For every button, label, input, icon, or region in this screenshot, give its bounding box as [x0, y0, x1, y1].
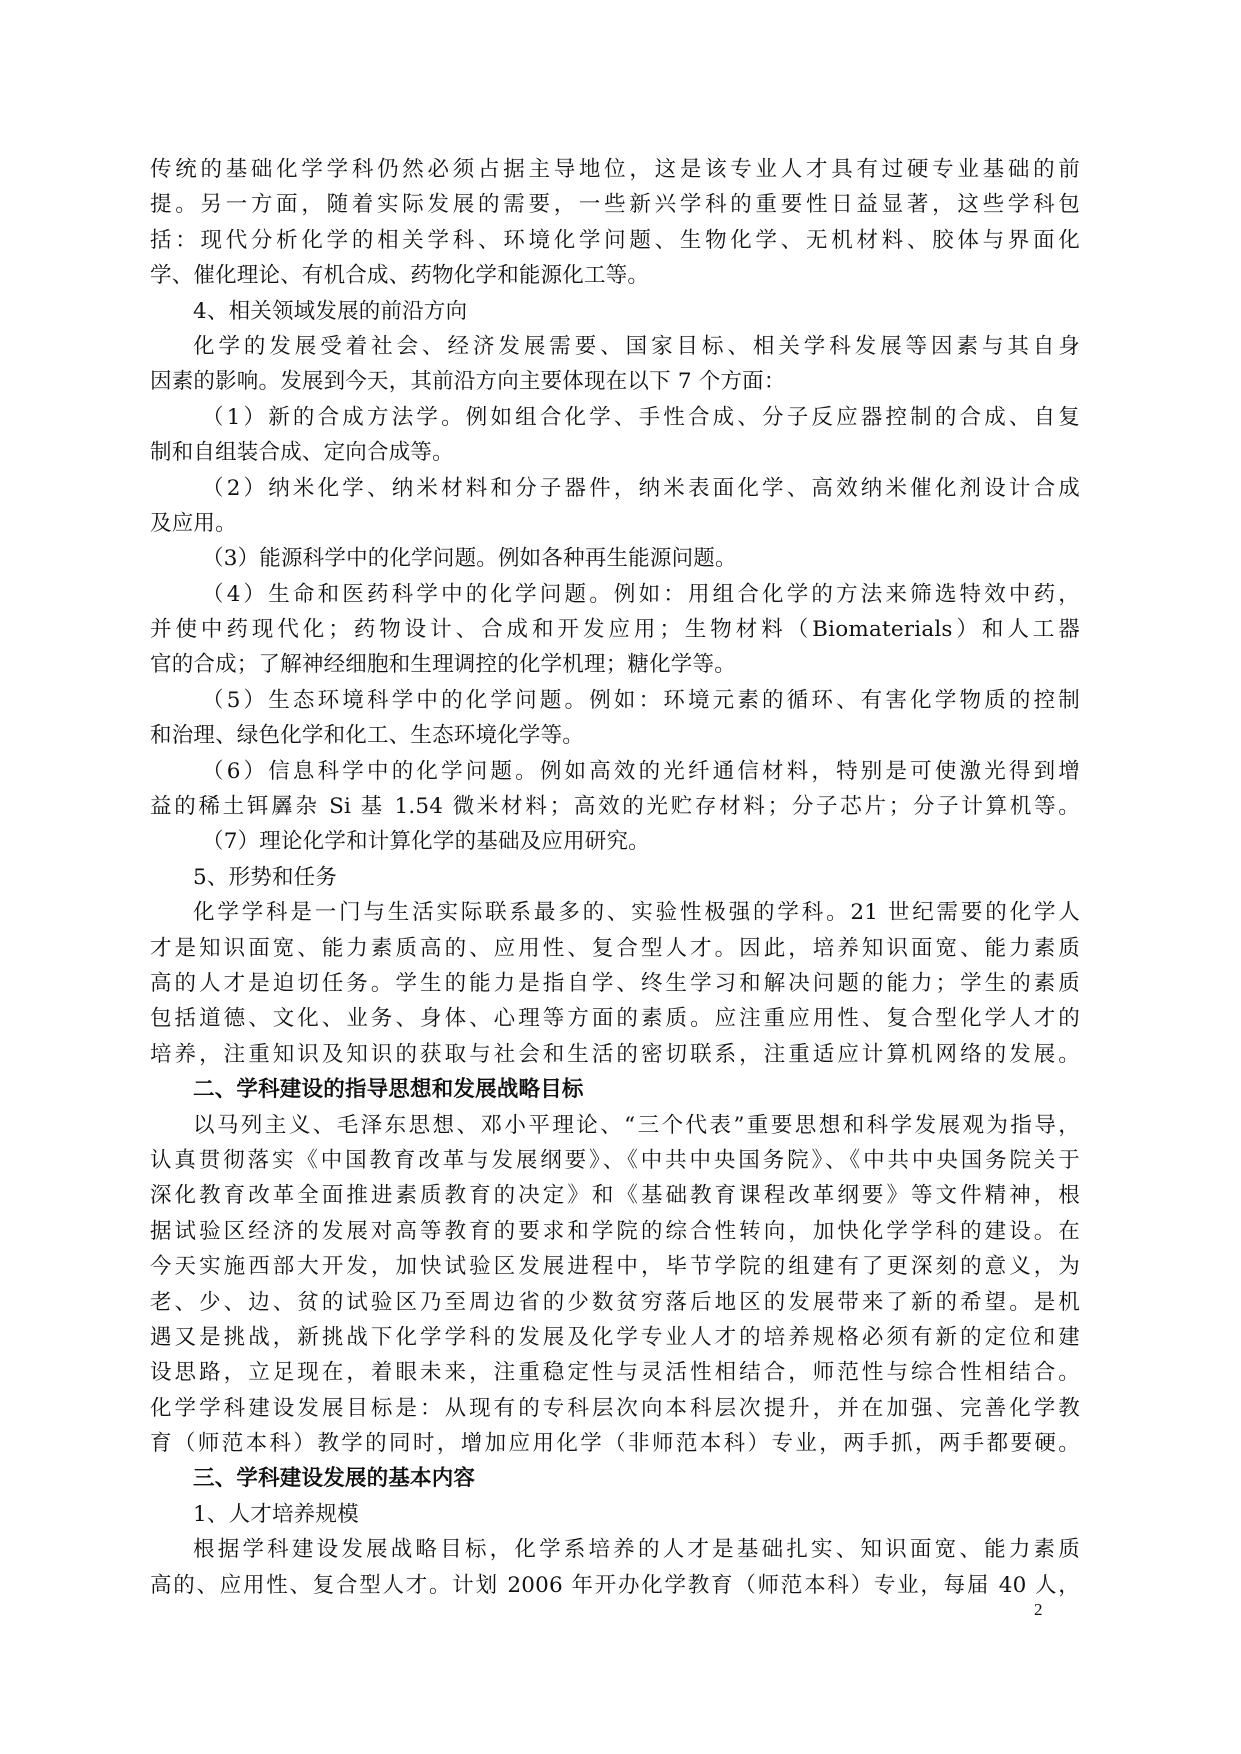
text-line: 根据学科建设发展战略目标，化学系培养的人才是基础扎实、知识面宽、能力素质: [193, 1537, 1080, 1563]
text-line: 及应用。: [150, 510, 237, 536]
text-line: 深化教育改革全面推进素质教育的决定》和《基础教育课程改革纲要》等文件精神，根: [150, 1183, 1080, 1209]
text-line: 包括道德、文化、业务、身体、心理等方面的素质。应注重应用性、复合型化学人才的: [150, 1006, 1080, 1032]
text-line: 并使中药现代化；药物设计、合成和开发应用；生物材料（Biomaterials）和人工器: [150, 617, 1080, 643]
text-line: 高的、应用性、复合型人才。计划 2006 年开办化学教育（师范本科）专业，每届 40 人，: [150, 1572, 1080, 1598]
text-line: 5、形势和任务: [193, 864, 338, 890]
text-line: 化学学科建设发展目标是：从现有的专科层次向本科层次提升，并在加强、完善化学教: [150, 1395, 1080, 1421]
text-line: 才是知识面宽、能力素质高的、应用性、复合型人才。因此，培养知识面宽、能力素质: [150, 935, 1080, 961]
text-line: 育（师范本科）教学的同时，增加应用化学（非师范本科）专业，两手抓，两手都要硬。: [150, 1431, 1080, 1457]
text-line: 据试验区经济的发展对高等教育的要求和学院的综合性转向，加快化学学科的建设。在: [150, 1218, 1080, 1244]
text-line: 培养，注重知识及知识的获取与社会和生活的密切联系，注重适应计算机网络的发展。: [150, 1041, 1080, 1067]
text-line: （2）纳米化学、纳米材料和分子器件，纳米表面化学、高效纳米催化剂设计合成: [202, 475, 1080, 501]
text-line: 制和自组装合成、定向合成等。: [150, 440, 454, 466]
document-body: [150, 152, 1080, 1603]
text-line: （6）信息科学中的化学问题。例如高效的光纤通信材料，特别是可使激光得到增: [202, 758, 1080, 784]
text-line: 1、人才培养规模: [193, 1501, 359, 1527]
text-line: 提。另一方面，随着实际发展的需要，一些新兴学科的重要性日益显著，这些学科包: [150, 192, 1080, 218]
text-line: （4）生命和医药科学中的化学问题。例如：用组合化学的方法来筛选特效中药，: [202, 581, 1080, 607]
text-line: 官的合成；了解神经细胞和生理调控的化学机理；糖化学等。: [150, 652, 736, 678]
text-line: 和治理、绿色化学和化工、生态环境化学等。: [150, 723, 585, 749]
section-heading: 二、学科建设的指导思想和发展战略目标: [193, 1077, 584, 1103]
text-line: 因素的影响。发展到今天，其前沿方向主要体现在以下 7 个方面：: [150, 369, 786, 395]
text-line: 括：现代分析化学的相关学科、环境化学问题、生物化学、无机材料、胶体与界面化: [150, 227, 1080, 253]
text-line: 化学的发展受着社会、经济发展需要、国家目标、相关学科发展等因素与其自身: [193, 333, 1080, 359]
text-line: （7）理论化学和计算化学的基础及应用研究。: [202, 829, 650, 855]
page-number: 2: [1034, 1600, 1043, 1619]
text-line: 化学学科是一门与生活实际联系最多的、实验性极强的学科。21 世纪需要的化学人: [193, 900, 1080, 926]
text-line: 益的稀土铒羼杂 Si 基 1.54 微米材料；高效的光贮存材料；分子芯片；分子计算机等。: [150, 794, 1080, 820]
text-line: （5）生态环境科学中的化学问题。例如：环境元素的循环、有害化学物质的控制: [202, 687, 1080, 713]
text-line: 学、催化理论、有机合成、药物化学和能源化工等。: [150, 263, 650, 289]
text-line: 老、少、边、贫的试验区乃至周边省的少数贫穷落后地区的发展带来了新的希望。是机: [150, 1289, 1080, 1315]
text-line: 4、相关领域发展的前沿方向: [193, 298, 468, 324]
text-line: 高的人才是迫切任务。学生的能力是指自学、终生学习和解决问题的能力；学生的素质: [150, 970, 1080, 996]
text-line: （1）新的合成方法学。例如组合化学、手性合成、分子反应器控制的合成、自复: [202, 404, 1080, 430]
section-heading: 三、学科建设发展的基本内容: [193, 1466, 476, 1492]
text-line: 遇又是挑战，新挑战下化学学科的发展及化学专业人才的培养规格必须有新的定位和建: [150, 1324, 1080, 1350]
text-line: 以马列主义、毛泽东思想、邓小平理论、“三个代表”重要思想和科学发展观为指导，: [193, 1112, 1080, 1138]
text-line: 传统的基础化学学科仍然必须占据主导地位，这是该专业人才具有过硬专业基础的前: [150, 157, 1080, 182]
text-line: 设思路，立足现在，着眼未来，注重稳定性与灵活性相结合，师范性与综合性相结合。: [150, 1360, 1080, 1386]
text-line: （3）能源科学中的化学问题。例如各种再生能源问题。: [202, 546, 737, 572]
text-line: 今天实施西部大开发，加快试验区发展进程中，毕节学院的组建有了更深刻的意义，为: [150, 1254, 1080, 1280]
text-line: 认真贯彻落实《中国教育改革与发展纲要》、《中共中央国务院》、《中共中央国务院关于: [150, 1147, 1080, 1173]
